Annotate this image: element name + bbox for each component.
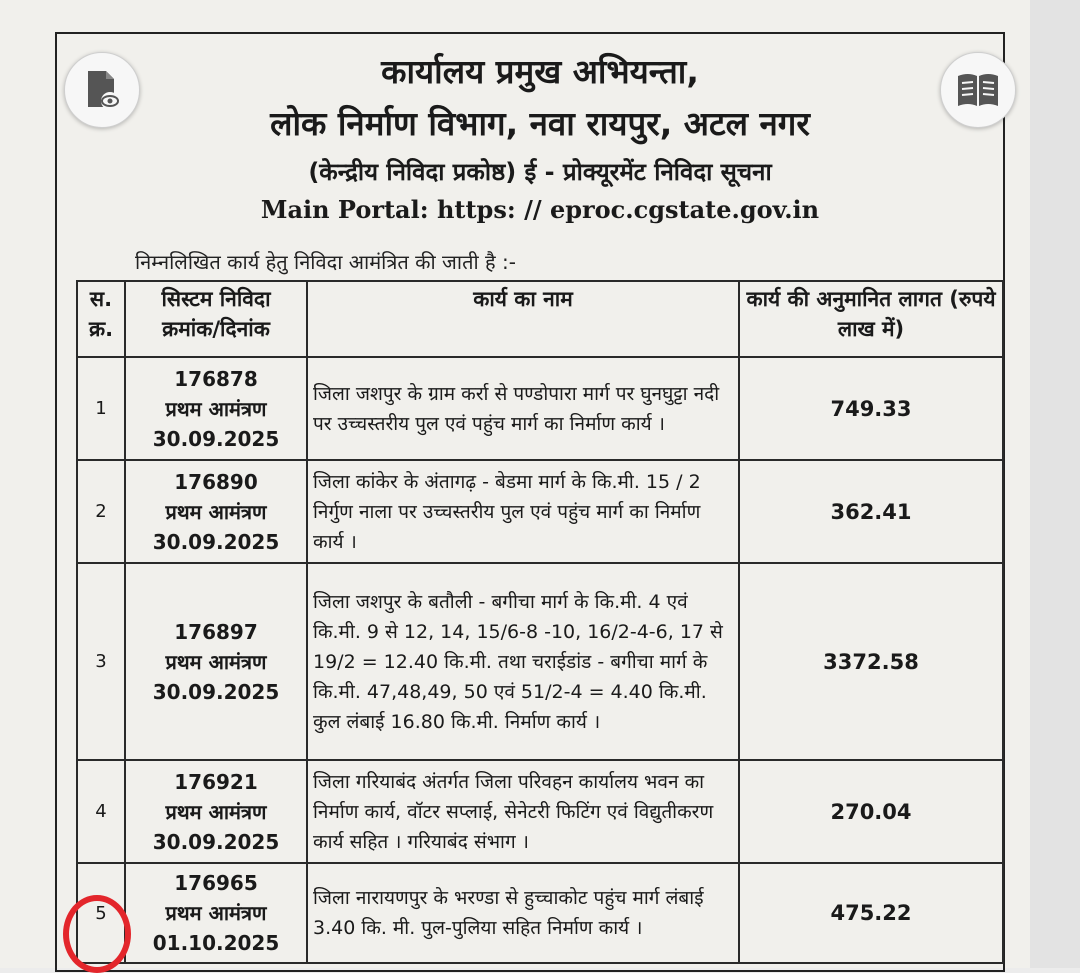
tender-id-cell bbox=[125, 357, 307, 460]
table-row bbox=[77, 357, 1003, 460]
tender-id: 176878 bbox=[174, 366, 258, 391]
estimated-cost: 475.22 bbox=[739, 863, 1003, 963]
tender-id: 176921 bbox=[174, 769, 258, 794]
estimated-cost: 362.41 bbox=[739, 460, 1003, 563]
estimated-cost: 3372.58 bbox=[739, 563, 1003, 760]
portal-url: Main Portal: https: // eproc.cgstate.gov.in bbox=[260, 195, 820, 224]
office-title: कार्यालय प्रमुख अभियन्ता, bbox=[381, 52, 699, 91]
notice-subtitle: (केन्द्रीय निविदा प्रकोष्ठ) ई - प्रोक्यूरमेंट निविदा सूचना bbox=[308, 158, 772, 186]
serial-number: 3 bbox=[77, 563, 125, 760]
work-name: जिला गरियाबंद अंतर्गत जिला परिवहन कार्यालय भवन का निर्माण कार्य, वॉटर सप्लाई, सेनेटरी फिटिंग एवं विद्युतीकरण कार्य सहित । गरियाबंद संभाग । bbox=[307, 760, 739, 863]
book-reader-icon bbox=[956, 72, 1000, 108]
document-view-icon bbox=[82, 69, 122, 111]
invitation-type: प्रथम आमंत्रण bbox=[165, 396, 267, 421]
serial-number: 5 bbox=[77, 863, 125, 963]
tender-id-cell bbox=[125, 863, 307, 963]
table-row bbox=[77, 863, 1003, 963]
estimated-cost: 749.33 bbox=[739, 357, 1003, 460]
invitation-type: प्रथम आमंत्रण bbox=[165, 649, 267, 674]
work-name: जिला नारायणपुर के भरण्डा से हुच्चाकोट पहुंच मार्ग लंबाई 3.40 कि. मी. पुल-पुलिया सहित निर्माण कार्य । bbox=[307, 863, 739, 963]
tender-date: 30.09.2025 bbox=[152, 829, 280, 854]
table-row bbox=[77, 760, 1003, 863]
serial-number: 4 bbox=[77, 760, 125, 863]
tender-id-cell bbox=[125, 460, 307, 563]
tender-id-cell bbox=[125, 760, 307, 863]
tender-table bbox=[76, 280, 1004, 964]
header-tender-number: सिस्टम निविदा क्रमांक/दिनांक bbox=[125, 281, 307, 357]
table-header-row bbox=[77, 281, 1003, 357]
estimated-cost: 270.04 bbox=[739, 760, 1003, 863]
department-title: लोक निर्माण विभाग, नवा रायपुर, अटल नगर bbox=[270, 104, 810, 143]
invitation-type: प्रथम आमंत्रण bbox=[165, 901, 267, 925]
reader-mode-button[interactable] bbox=[940, 52, 1016, 128]
table-row bbox=[77, 563, 1003, 760]
tender-id: 176965 bbox=[174, 871, 258, 895]
tender-date: 01.10.2025 bbox=[152, 931, 280, 955]
header-serial: स. क्र. bbox=[77, 281, 125, 357]
serial-number: 2 bbox=[77, 460, 125, 563]
tender-date: 30.09.2025 bbox=[152, 679, 280, 704]
tender-id: 176890 bbox=[174, 469, 258, 494]
invitation-type: प्रथम आमंत्रण bbox=[165, 799, 267, 824]
serial-number: 1 bbox=[77, 357, 125, 460]
tender-date: 30.09.2025 bbox=[152, 529, 280, 554]
work-name: जिला कांकेर के अंतागढ़ - बेडमा मार्ग के कि.मी. 15 / 2 निर्गुण नाला पर उच्चस्तरीय पुल एवं पहुंच मार्ग का निर्माण कार्य । bbox=[307, 460, 739, 563]
header-work-name: कार्य का नाम bbox=[307, 281, 739, 357]
work-name: जिला जशपुर के ग्राम कर्रा से पण्डोपारा मार्ग पर घुनघुट्टा नदी पर उच्चस्तरीय पुल एवं पहुंच मार्ग का निर्माण कार्य । bbox=[307, 357, 739, 460]
tender-id-cell bbox=[125, 563, 307, 760]
header-estimated-cost: कार्य की अनुमानित लागत (रुपये लाख में) bbox=[739, 281, 1003, 357]
tender-id: 176897 bbox=[174, 619, 258, 644]
intro-text: निम्नलिखित कार्य हेतु निविदा आमंत्रित की जाती है :- bbox=[135, 250, 516, 274]
background-margin bbox=[1030, 0, 1080, 968]
document-view-button[interactable] bbox=[64, 52, 140, 128]
invitation-type: प्रथम आमंत्रण bbox=[165, 499, 267, 524]
red-circle-annotation bbox=[63, 895, 131, 973]
table-row bbox=[77, 460, 1003, 563]
tender-date: 30.09.2025 bbox=[152, 426, 280, 451]
work-name: जिला जशपुर के बतौली - बगीचा मार्ग के कि.मी. 4 एवं कि.मी. 9 से 12, 14, 15/6-8 -10, 16/2-4-6, 17 से 19/2 = 12.40 कि.मी. तथा चराईडांड - बगीचा मार्ग के कि.मी. 47,48,49, 50 एवं 51/2-4 = 4.40 कि.मी. कुल लंबाई 16.80 कि.मी. निर्माण कार्य । bbox=[307, 563, 739, 760]
